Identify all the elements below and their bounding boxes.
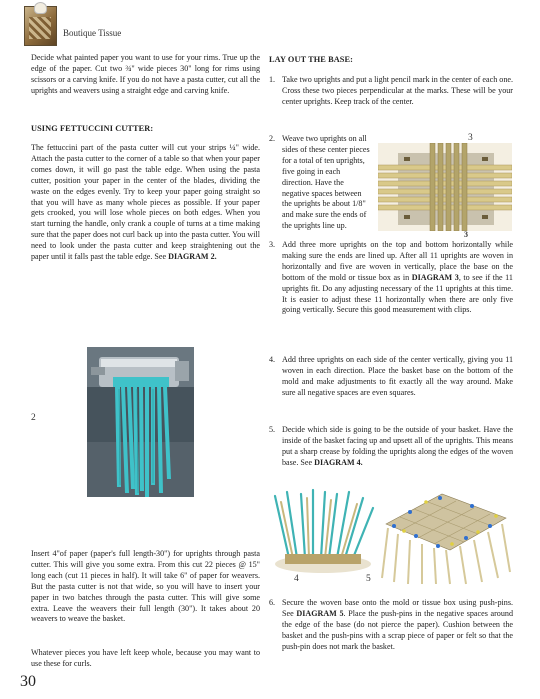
step-4 [269,355,513,399]
diagram-2-label: 2 [31,413,36,423]
diagram-5-pinned-photo [380,488,512,586]
diagram-3-woven-base-photo [378,143,512,231]
step-2-number: 2. [269,134,276,143]
header-title: Boutique Tissue [63,28,122,38]
fettuccini-heading: USING FETTUCCINI CUTTER: [31,124,154,133]
diagram-5-label: 5 [366,574,371,584]
intro-paragraph: Decide what painted paper you want to use for your rims. True up the edge of the paper. Cut two ¾" wide pieces 30" long for rims using scissors or a carving knife. If you do not have a pasta cutter, cut all the uprights and weavers using a straight edge and carving knife. [31,53,260,95]
step-3 [269,240,513,316]
insert-paragraph: Insert 4"of paper (paper's full length-30") for uprights through pasta cutter. This will give you some extra. From this cut 22 pieces @ 15" long each (cut 11 pieces in half). It will take 6" of paper for weavers. But the pasta cutter is not that wide, so you will have to insert your paper in two batches through the pasta cutter. This will give some extra. Leave the weavers their full length (30"). It takes about 20 weavers to weave the basket. [31,549,260,624]
fettuccini-paragraph: The fettuccini part of the pasta cutter will cut your strips ¼" wide. Attach the pasta cutter to the corner of a table so that when your paper comes down, it will go past the table edge. When using the pasta cutter, position your paper in the center of the blades, dividing the waste on the edges evenly. Try to keep your paper going straight so that you will have as many whole pieces as possible. If your paper gets crooked, you will lose whole pieces on both edges. When you start turning the handle, only crank a couple of turns at a time making sure that the paper does not curl back up into the pasta cutter. You will need to look under the pasta cutter and keep straightening out the paper until it falls past the table edge. See DIAGRAM 2. [31,143,260,262]
leftover-paragraph: Whatever pieces you have left keep whole, because you may want to use these for curls. [31,648,260,668]
diagram-3-label-bottom: 3 [464,230,468,239]
diagram-4-reference: DIAGRAM 4. [314,457,363,467]
tissue-box-logo [24,6,57,46]
page-number: 30 [20,673,36,690]
step-6-text: Secure the woven base onto the mold or tissue box using push-pins. See DIAGRAM 5. Place the push-pins in the negative spaces around the edge of the base (do not pierce the paper). Cushion between the basket and the push-pins with a scrap piece of paper or felt so that the push-pin does not mark the basket. [282,598,513,651]
step-1-text: Take two uprights and put a light pencil mark in the center of each one. Cross these two pieces perpendicular at the marks. These will be your center uprights. Keep track of the center. [282,75,513,106]
step-2-text: Weave two uprights on all sides of these center pieces for a total of ten uprights, five going in each direction. Have the negative spaces between the uprights be about 1/8" and make sure the ends of the uprights line up. [282,134,370,231]
diagram-2-pasta-cutter-photo [87,347,194,497]
step-1-number: 1. [269,75,276,84]
step-1 [269,75,513,108]
diagram-5-reference: DIAGRAM 5 [296,608,344,618]
step-3-text: Add three more uprights on the top and bottom horizontally while making sure the ends are lined up. After all 11 uprights are woven in horizontally and five are woven in vertically, place the base on the bottom of the mold or tissue box as in DIAGRAM 3, to see if the 11 uprights fit. Do any adjusting necessary of the 11 uprights at this time. It is easier to adjust these 11 horizontally when there are only five going vertically. Secure this good measurement with clips. [282,240,513,315]
step-4-number: 4. [269,355,276,364]
step-5-number: 5. [269,425,276,434]
step-5 [269,425,513,469]
diagram-4-label: 4 [294,574,299,584]
diagram-3-label-top: 3 [468,133,473,143]
diagram-2-reference: DIAGRAM 2. [168,252,217,262]
diagram-4-upsett-photo [269,488,377,574]
step-2 [269,134,371,232]
layout-base-heading: LAY OUT THE BASE: [269,55,354,64]
step-4-text: Add three uprights on each side of the center vertically, giving you 11 woven in each direction. Place the basket base on the bottom of the mold and make adjustments to fit exactly all the way around. Make sure all negative spaces are even squares. [282,355,513,397]
step-3-number: 3. [269,240,276,249]
step-5-text: Decide which side is going to be the outside of your basket. Have the inside of the basket facing up and upsett all of the uprights. This means put a sharp crease by folding the uprights along the edges of the woven base. See DIAGRAM 4. [282,425,513,467]
step-6-number: 6. [269,598,276,607]
diagram-3-reference: DIAGRAM 3 [411,272,459,282]
step-6 [269,598,513,653]
